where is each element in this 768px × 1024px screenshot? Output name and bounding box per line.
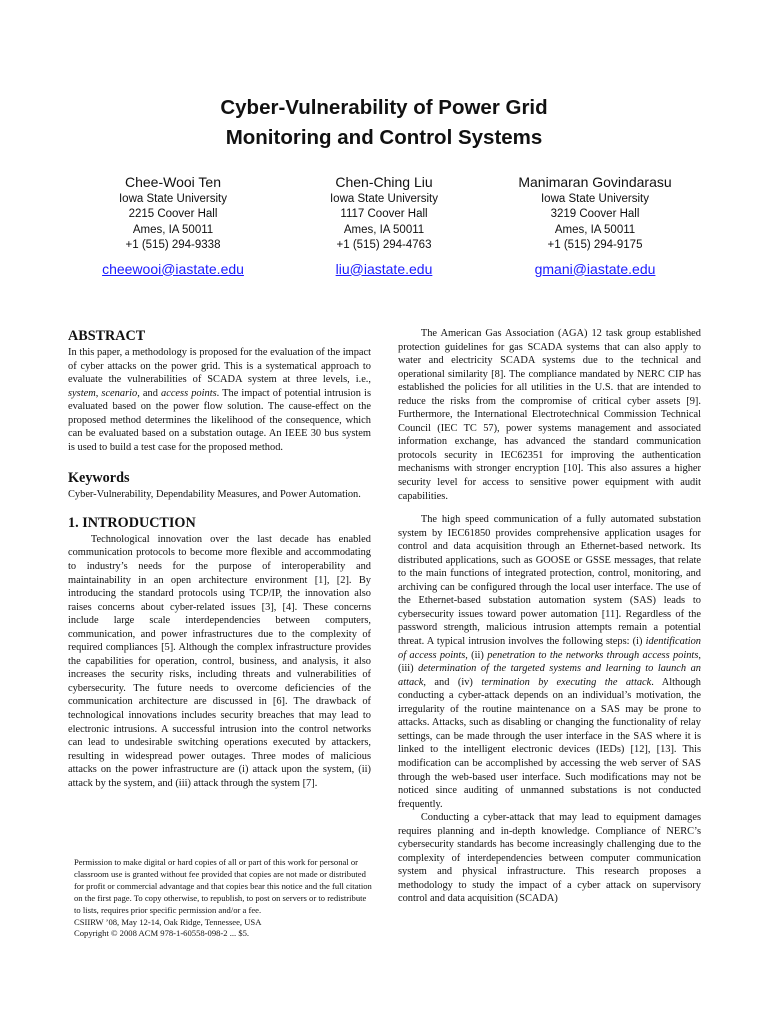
author-name: Manimaran Govindarasu bbox=[518, 174, 672, 190]
copyright-line: Copyright © 2008 ACM 978-1-60558-098-2 ... $5. bbox=[74, 928, 250, 939]
left-column bbox=[68, 328, 371, 790]
paper-title-line-1: Cyber-Vulnerability of Power Grid bbox=[220, 96, 548, 119]
author-city: Ames, IA 50011 bbox=[343, 223, 425, 236]
author-block-1 bbox=[53, 173, 293, 278]
author-email-link[interactable]: gmani@iastate.edu bbox=[534, 260, 656, 277]
author-affiliation: Iowa State University bbox=[329, 193, 438, 205]
introduction-paragraph: Technological innovation over the last decade has enabled communication protocols to become more flexible and accommodating to industry’s needs for the purpose of interoperability and maintainability in an open architecture environment [1], [2]. By introducing the standard protocols using TCP/IP, the innovation also raises concerns about cyber-related issues [3], [4]. These concerns include large scale interdependencies between computers, communication, and power infrastructures due to the complexity of required compliances [5]. Although the complex infrastructure provides the capabilities for operation, control, business, and analysis, it also increases the security risks, including threats and vulnerabilities of cybersecurity. The future needs to overcome deficiencies of the communication architecture are discussed in [6]. The drawback of technological innovations includes security breaches that may lead to electronic intrusions. A successful intrusion into the control networks can lead to undesirable switching operations executed by attackers, resulting in widespread power outages. Three modes of malicious attacks on the power infrastructure are (i) attack upon the system, (ii) attack by the system, and (iii) attack through the system [7]. bbox=[68, 533, 371, 789]
body-paragraph: The high speed communication of a fully automated substation system by IEC61850 provides comprehensive application usages for control and data acquisition through an Ethernet-based network. Its distributed applications, such as GOOSE or GSSE messages, that relate to the main functions of integrated protection, control, monitoring, and archiving can be configured through the local user interface. The use of the Ethernet-based substation automation system (SAS) leads to cybersecurity issues toward power automation [11]. Regardless of the password strength, malicious intrusion attempts remain a potential threat. A typical intrusion involves the following steps: (i) identification of access points, (ii) penetration to the networks through access points, (iii) determination of the targeted systems and learning to launch an attack, and (iv) termination by executing the attack. Although conducting a cyber-attack depends on an individual’s motivation, the irregularity of the routine maintenance on a SAS may be prone to attacks. Attacks, such as disabling or changing the functionality of relay settings, can be made through the user interface in the SAS where it is linked to the intelligent electronic devices (IEDs) [12], [13]. This modification can be accomplished by accessing the web server of SAS through the web-based user interface. Such modifications may not be noticed since auditing of unmanned substations is not conducted frequently. bbox=[398, 514, 701, 810]
conference-line: CSIIRW ’08, May 12-14, Oak Ridge, Tennessee, USA bbox=[74, 916, 262, 927]
body-paragraph: The American Gas Association (AGA) 12 task group established protection guidelines for gas SCADA systems that can also apply to water and electricity SCADA systems due to the technical and operational similarity [8]. The compliance mandated by NERC CIP has established the policies for all utilities in the U.S. that are intended to reduce the risks from the compromise of critical cyber assets [9]. Furthermore, the International Electrotechnical Commission Technical Council (IEC TC 57), power systems management and associated information exchange, has advanced the standard communication protocols security in IEC62351 for improving the authentication mechanisms with stronger encryption [10]. This also assures a higher security level for access to sensitive power equipment with audit capabilities. bbox=[398, 328, 701, 502]
author-affiliation: Iowa State University bbox=[118, 193, 227, 205]
author-address: 3219 Coover Hall bbox=[550, 208, 640, 221]
author-city: Ames, IA 50011 bbox=[554, 223, 636, 236]
author-name: Chen-Ching Liu bbox=[335, 174, 433, 190]
author-city: Ames, IA 50011 bbox=[132, 223, 214, 236]
author-phone: +1 (515) 294-4763 bbox=[336, 239, 432, 252]
author-email-link[interactable]: cheewooi@iastate.edu bbox=[102, 260, 244, 277]
body-paragraph: Conducting a cyber-attack that may lead to equipment damages requires planning and in-depth knowledge. Compliance of NERC’s cybersecurity standards has become increasingly challenging due to the complexity of interdependencies between computer communication system and physical infrastructure. This research proposes a methodology to study the impact of a cyber attack on supervisory control and data acquisition (SCADA) bbox=[398, 812, 701, 905]
permission-notice: Permission to make digital or hard copies of all or part of this work for personal or classroom use is granted without fee provided that copies are not made or distributed for profit or commercial advantage and that copies bear this notice and the full citation on the first page. To copy otherwise, to republish, to post on servers or to redistribute to lists, requires prior specific permission and/or a fee. bbox=[74, 857, 372, 915]
keywords-heading: Keywords bbox=[68, 470, 130, 487]
abstract-text: In this paper, a methodology is proposed for the evaluation of the impact of cyber attacks on the power grid. This is a systematical approach to evaluate the vulnerabilities of SCADA system at three levels, i.e., system, scenario, and access points. The impact of potential intrusion is evaluated based on the power flow solution. The cause-effect on the proposed method determines the likelihood of the consequence, which can be evaluated based on a substation outage. An IEEE 30 bus system is used to build a test case for the proposed method. bbox=[68, 347, 371, 453]
author-name: Chee-Wooi Ten bbox=[125, 174, 221, 190]
abstract-heading: ABSTRACT bbox=[68, 328, 146, 344]
copyright-footnote bbox=[74, 857, 372, 940]
paper-title-line-2: Monitoring and Control Systems bbox=[225, 126, 543, 149]
author-email-link[interactable]: liu@iastate.edu bbox=[335, 260, 433, 277]
author-address: 1117 Coover Hall bbox=[340, 208, 428, 221]
author-block-3 bbox=[475, 173, 715, 278]
author-block-2 bbox=[264, 173, 504, 278]
right-column bbox=[398, 327, 701, 906]
author-affiliation: Iowa State University bbox=[540, 193, 649, 205]
author-phone: +1 (515) 294-9175 bbox=[547, 239, 643, 252]
author-address: 2215 Coover Hall bbox=[128, 208, 218, 221]
keywords-text: Cyber-Vulnerability, Dependability Measures, and Power Automation. bbox=[68, 489, 361, 501]
author-phone: +1 (515) 294-9338 bbox=[125, 239, 221, 252]
introduction-heading: 1. INTRODUCTION bbox=[68, 514, 196, 531]
